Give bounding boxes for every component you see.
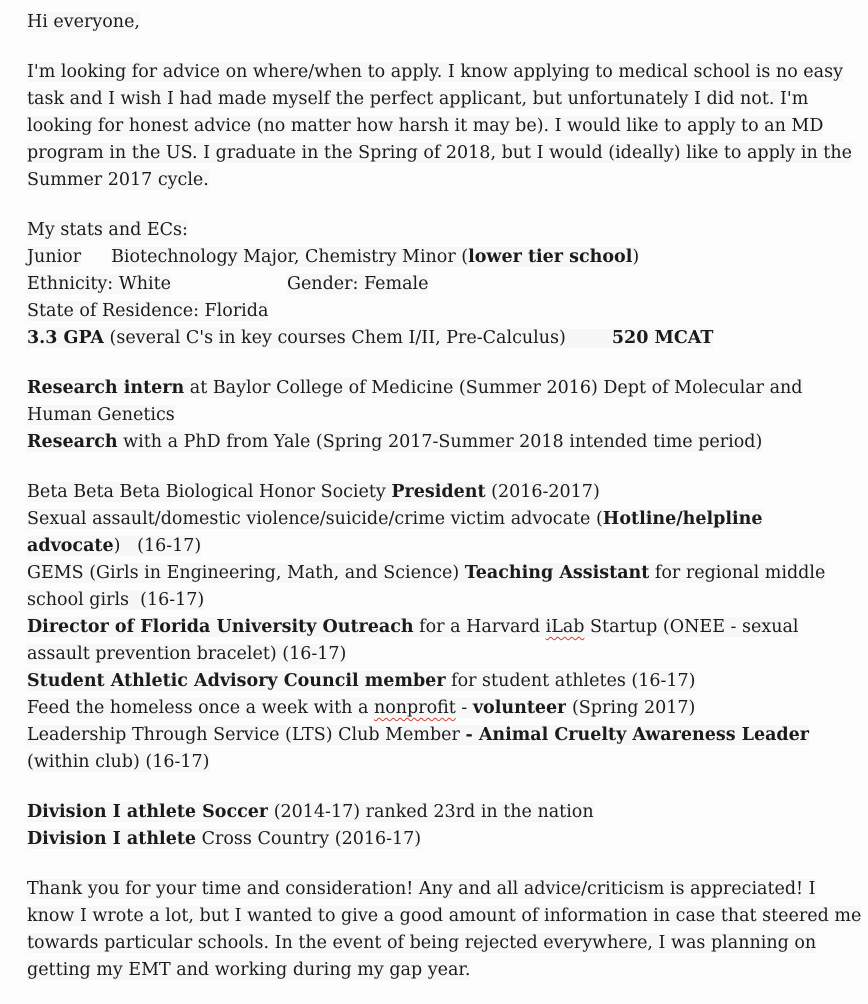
greeting-line <box>27 9 864 36</box>
activity-homeless-line <box>27 695 864 722</box>
research-intern-line <box>27 375 864 429</box>
activities-section <box>27 479 864 776</box>
homeless-role-bold: volunteer <box>472 698 567 718</box>
stat-year-text: Junior <box>27 247 82 267</box>
athletics-soccer-line <box>27 799 864 826</box>
misspelled-word: nonprofit <box>373 698 456 718</box>
athletics-crosscountry-line <box>27 826 864 853</box>
tab-spacer <box>566 329 612 348</box>
crosscountry-bold: Division I athlete <box>27 829 197 849</box>
research-section <box>27 375 864 456</box>
crosscountry-text: Cross Country (2016-17) <box>196 829 422 849</box>
intro-text: I'm looking for advice on where/when to apply. I know applying to medical school is no easy task and I wish I had made myself the perfect applicant, but unfortunately I did not. I'm looking for honest advice (no matter how harsh it may be). I would like to apply to an MD program in the US. I graduate in the Spring of 2018, but I would (ideally) like to apply in the Summer 2017 cycle. <box>27 62 852 190</box>
lts-dates-text: (within club) (16-17) <box>27 752 210 772</box>
mcat-value-bold: 520 MCAT <box>611 328 714 348</box>
stat-ethnicity-text: Ethnicity: White <box>27 274 171 294</box>
research-intern-text: at Baylor College of Medicine (Summer 2016) Dept of Molecular and Human Genetics <box>27 378 803 425</box>
lts-text: Leadership Through Service (LTS) Club Member <box>27 725 466 745</box>
saac-role-bold: Student Athletic Advisory Council member <box>27 671 446 691</box>
research-phd-bold: Research <box>27 432 118 452</box>
intro-block <box>27 59 864 194</box>
advocate-role-bold: Hotline/helpline advocate <box>27 509 763 556</box>
activity-onee-line <box>27 614 864 668</box>
closing-paragraph <box>27 876 864 984</box>
gems-role-bold: Teaching Assistant <box>464 563 650 583</box>
onee-rest-text: Startup (ONEE - sexual assault prevention bracelet) (16-17) <box>27 617 799 664</box>
advocate-text: Sexual assault/domestic violence/suicide/crime victim advocate ( <box>27 509 603 529</box>
soccer-bold: Division I athlete Soccer <box>27 802 269 822</box>
tribeta-text: Beta Beta Beta Biological Honor Society <box>27 482 392 502</box>
soccer-text: (2014-17) ranked 23rd in the nation <box>268 802 594 822</box>
lts-role-bold: - Animal Cruelty Awareness Leader <box>465 725 810 745</box>
stat-scores-line <box>27 325 864 352</box>
athletics-section <box>27 799 864 853</box>
activity-gems-line <box>27 560 864 614</box>
advocate-dates-text: ) (16-17) <box>113 536 202 556</box>
stat-demographics-line <box>27 271 864 298</box>
stats-header-line <box>27 217 864 244</box>
stat-residence-text: State of Residence: Florida <box>27 301 269 321</box>
misspelled-word: iLab <box>545 617 585 637</box>
tab-spacer <box>171 275 287 294</box>
stat-major-close-paren: ) <box>632 247 640 267</box>
intro-paragraph <box>27 59 864 194</box>
activity-tribeta-line <box>27 479 864 506</box>
research-intern-bold: Research intern <box>27 378 185 398</box>
stat-residence-line <box>27 298 864 325</box>
research-phd-text: with a PhD from Yale (Spring 2017-Summer 2018 intended time period) <box>117 432 763 452</box>
stat-major-text: Biotechnology Major, Chemistry Minor ( <box>111 247 469 267</box>
homeless-dates-text: (Spring 2017) <box>566 698 696 718</box>
stat-year-major-line <box>27 244 864 271</box>
greeting-block <box>27 9 864 36</box>
onee-text: for a Harvard <box>413 617 546 637</box>
gpa-value-bold: 3.3 GPA <box>27 328 104 348</box>
tab-spacer <box>81 248 111 267</box>
greeting-text: Hi everyone, <box>27 12 140 32</box>
activity-saac-line <box>27 668 864 695</box>
gems-dates-text: for regional middle school girls (16-17) <box>27 563 826 610</box>
research-phd-line <box>27 429 864 456</box>
school-tier-bold: lower tier school <box>468 247 633 267</box>
homeless-dash-text: - <box>455 698 473 718</box>
tribeta-role-bold: President <box>391 482 486 502</box>
tribeta-dates-text: (2016-2017) <box>485 482 600 502</box>
onee-role-bold: Director of Florida University Outreach <box>27 617 414 637</box>
gems-text: GEMS (Girls in Engineering, Math, and Science) <box>27 563 465 583</box>
activity-advocate-line <box>27 506 864 560</box>
homeless-text: Feed the homeless once a week with a <box>27 698 374 718</box>
stats-header-text: My stats and ECs: <box>27 220 188 240</box>
saac-text: for student athletes (16-17) <box>445 671 696 691</box>
stats-section <box>27 217 864 352</box>
closing-text: Thank you for your time and consideration! Any and all advice/criticism is appreciated! I know I wrote a lot, but I wanted to give a good amount of information in case that steered me towards particular schools. In the event of being rejected everywhere, I was planning on getting my EMT and working during my gap year. <box>27 879 862 980</box>
activity-lts-line <box>27 722 864 776</box>
stat-gender-text: Gender: Female <box>286 274 429 294</box>
closing-block <box>27 876 864 984</box>
gpa-note-text: (several C's in key courses Chem I/II, Pre-Calculus) <box>103 328 566 348</box>
